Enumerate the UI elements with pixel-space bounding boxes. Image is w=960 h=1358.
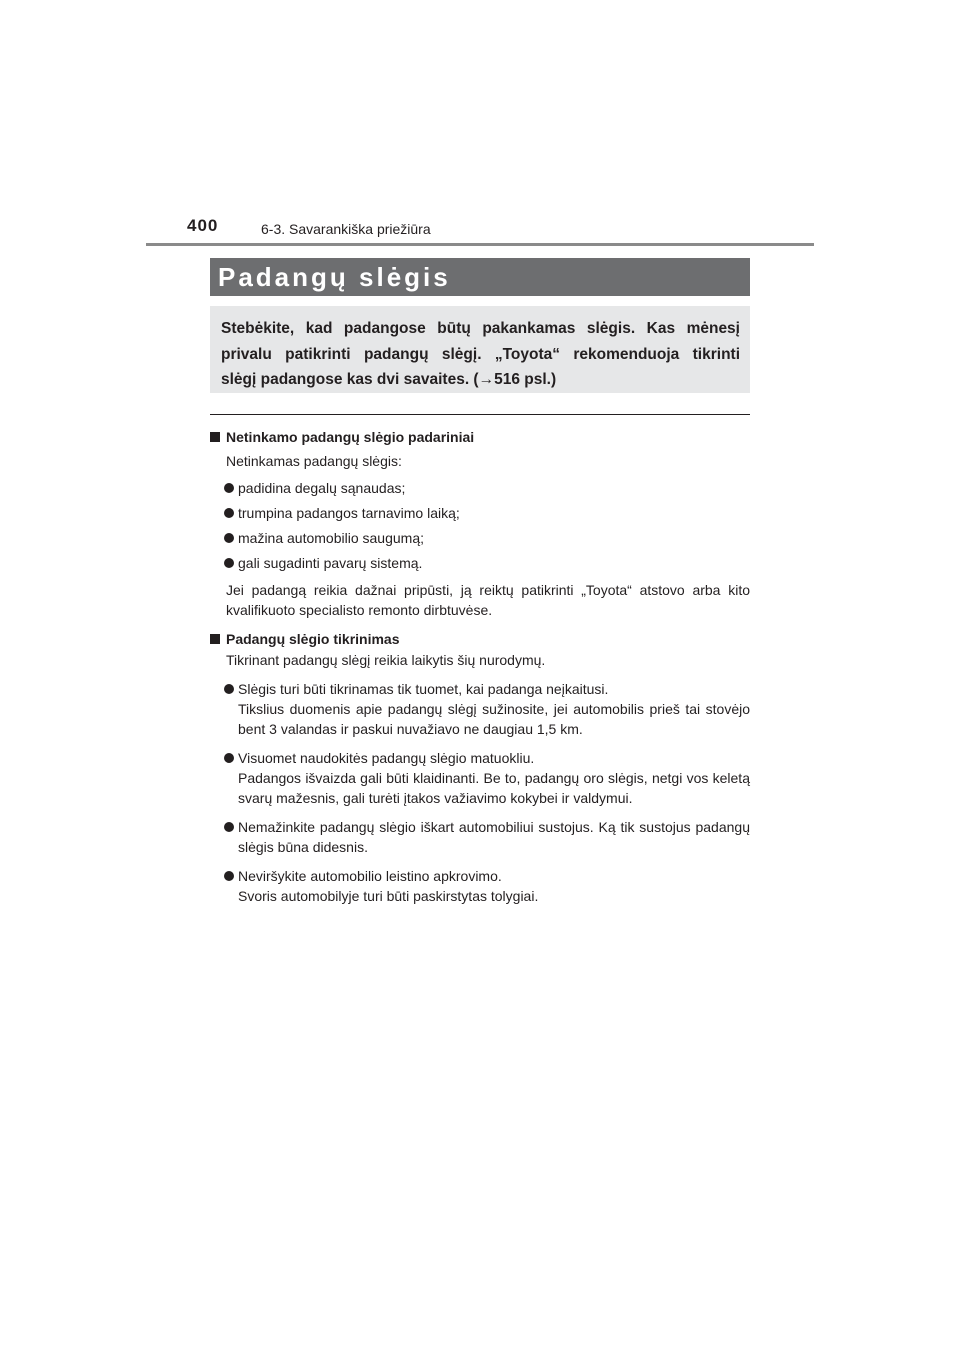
- list-item-text: padidina degalų sąnaudas;: [238, 480, 406, 496]
- intro-line-3-text: slėgį padangose kas dvi savaites. (: [221, 371, 479, 388]
- circle-bullet-icon: [224, 483, 234, 493]
- subheading-checking-text: Padangų slėgio tikrinimas: [226, 631, 400, 647]
- effects-lead: Netinkamas padangų slėgis:: [226, 453, 402, 469]
- chapter-title: 6-3. Savarankiška priežiūra: [261, 221, 431, 237]
- intro-box: [210, 306, 750, 393]
- effects-closing: Jei padangą reikia dažnai pripūsti, ją reiktų patikrinti „Toyota“ atstovo arba kito kvalifikuoto specialisto remonto dirbtuvėse.: [226, 582, 750, 618]
- checking-lead: Tikrinant padangų slėgį reikia laikytis šių nurodymų.: [226, 652, 546, 668]
- list-item: [210, 503, 750, 523]
- circle-bullet-icon: [224, 753, 234, 763]
- list-item: [210, 528, 750, 548]
- list-item-text: mažina automobilio saugumą;: [238, 530, 424, 546]
- page-number: 400: [187, 216, 219, 235]
- list-item: [210, 866, 750, 906]
- circle-bullet-icon: [224, 533, 234, 543]
- list-item: [210, 478, 750, 498]
- square-bullet-icon: [210, 432, 220, 442]
- square-bullet-icon: [210, 634, 220, 644]
- intro-line-3: [221, 367, 740, 393]
- subheading-effects: [210, 427, 750, 447]
- list-item-main: Slėgis turi būti tikrinamas tik tuomet, kai padanga neįkaitusi.: [238, 681, 609, 697]
- list-item-detail: Svoris automobilyje turi būti paskirstytas tolygiai.: [238, 888, 539, 904]
- arrow-icon: →: [478, 371, 495, 388]
- list-item-detail: Padangos išvaizda gali būti klaidinanti. Be to, padangų oro slėgis, netgi vos keletą svarų mažesnis, gali turėti įtakos važiavimo kokybei ir valdymui.: [238, 770, 750, 806]
- circle-bullet-icon: [224, 684, 234, 694]
- list-item-main: Neviršykite automobilio leistino apkrovimo.: [238, 868, 502, 884]
- intro-line-2: privalu patikrinti padangų slėgį. „Toyota“ rekomenduoja tikrinti: [221, 345, 740, 363]
- page-reference-link[interactable]: 516 psl.): [494, 371, 557, 388]
- circle-bullet-icon: [224, 822, 234, 832]
- subheading-checking: [210, 629, 750, 649]
- list-item-text: gali sugadinti pavarų sistemą.: [238, 555, 423, 571]
- list-item-main: Visuomet naudokitės padangų slėgio matuokliu.: [238, 750, 535, 766]
- content: [210, 424, 750, 906]
- section-divider: [210, 414, 750, 415]
- list-item: [210, 748, 750, 808]
- list-item-detail: Tikslius duomenis apie padangų slėgį sužinosite, jei automobilis prieš tai stovėjo bent 3 valandas ir paskui nuvažiavo ne daugiau 1,5 km.: [238, 701, 750, 737]
- list-item: [210, 679, 750, 739]
- list-item-main: Nemažinkite padangų slėgio iškart automobiliui sustojus. Ką tik sustojus padangų slėgis būna didesnis.: [238, 819, 750, 855]
- circle-bullet-icon: [224, 558, 234, 568]
- subheading-effects-text: Netinkamo padangų slėgio padariniai: [226, 429, 475, 445]
- intro-line-1: Stebėkite, kad padangose būtų pakankamas slėgis. Kas mėnesį: [221, 320, 740, 337]
- circle-bullet-icon: [224, 508, 234, 518]
- header-divider: [146, 243, 814, 246]
- list-item-text: trumpina padangos tarnavimo laiką;: [238, 505, 460, 521]
- list-item: [210, 553, 750, 573]
- list-item: [210, 817, 750, 857]
- circle-bullet-icon: [224, 871, 234, 881]
- section-title: Padangų slėgis: [210, 258, 750, 296]
